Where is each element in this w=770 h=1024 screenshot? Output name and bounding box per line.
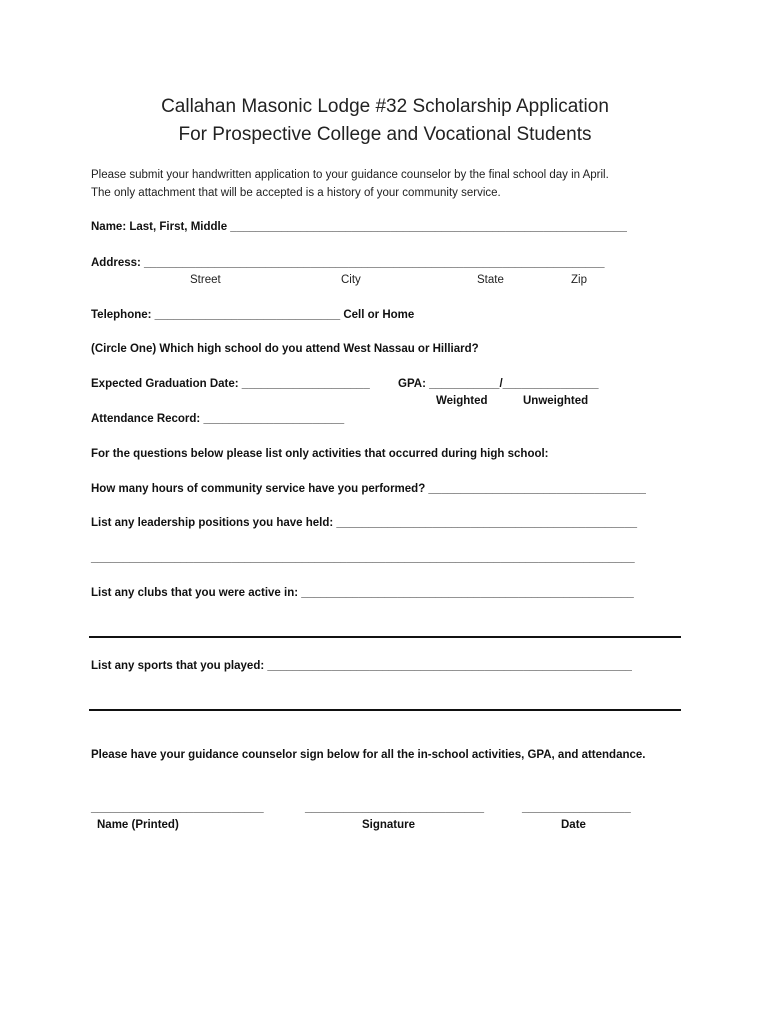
address-state-label: State: [477, 274, 504, 286]
address-city-label: City: [341, 274, 361, 286]
gpa-weighted-label: Weighted: [436, 395, 488, 407]
clubs-extra-line[interactable]: [89, 636, 681, 638]
date-label: Date: [561, 819, 586, 831]
intro-line-1: Please submit your handwritten application to your guidance counselor by the final school day in April.: [91, 169, 609, 181]
date-line[interactable]: _________________: [522, 802, 631, 814]
attendance-field[interactable]: Attendance Record: ______________________: [91, 413, 345, 425]
community-hours-field[interactable]: How many hours of community service have you performed? __________________________________: [91, 483, 646, 495]
counselor-note: Please have your guidance counselor sign below for all the in-school activities, GPA, and attendance.: [91, 749, 646, 761]
clubs-field[interactable]: List any clubs that you were active in: ____________________________________________________: [91, 587, 634, 599]
activities-note: For the questions below please list only activities that occurred during high school:: [91, 448, 549, 460]
signature-label: Signature: [362, 819, 416, 831]
intro-line-2: The only attachment that will be accepted is a history of your community service.: [91, 187, 501, 199]
graduation-date-field[interactable]: Expected Graduation Date: ____________________: [91, 378, 370, 390]
printed-name-line[interactable]: ___________________________: [91, 802, 264, 814]
name-field[interactable]: Name: Last, First, Middle ______________________________________________________________: [91, 221, 627, 233]
high-school-question[interactable]: (Circle One) Which high school do you attend West Nassau or Hilliard?: [91, 343, 479, 355]
gpa-field[interactable]: GPA: ___________/_______________: [398, 378, 599, 390]
address-field[interactable]: Address: ________________________________________________________________________: [91, 257, 605, 269]
printed-name-label: Name (Printed): [97, 819, 179, 831]
sports-field[interactable]: List any sports that you played: _________________________________________________________: [91, 660, 632, 672]
telephone-field[interactable]: Telephone: _____________________________ Cell or Home: [91, 309, 415, 321]
signature-line[interactable]: ____________________________: [305, 802, 485, 814]
title-line-1: Callahan Masonic Lodge #32 Scholarship Application: [161, 96, 609, 117]
gpa-unweighted-label: Unweighted: [523, 395, 589, 407]
title-line-2: For Prospective College and Vocational Students: [178, 124, 592, 145]
leadership-extra-line[interactable]: _____________________________________________________________________________________: [91, 552, 635, 564]
leadership-field[interactable]: List any leadership positions you have held: _______________________________________________: [91, 517, 637, 529]
address-zip-label: Zip: [571, 274, 587, 286]
address-street-label: Street: [190, 274, 221, 286]
sports-extra-line[interactable]: [89, 709, 681, 711]
